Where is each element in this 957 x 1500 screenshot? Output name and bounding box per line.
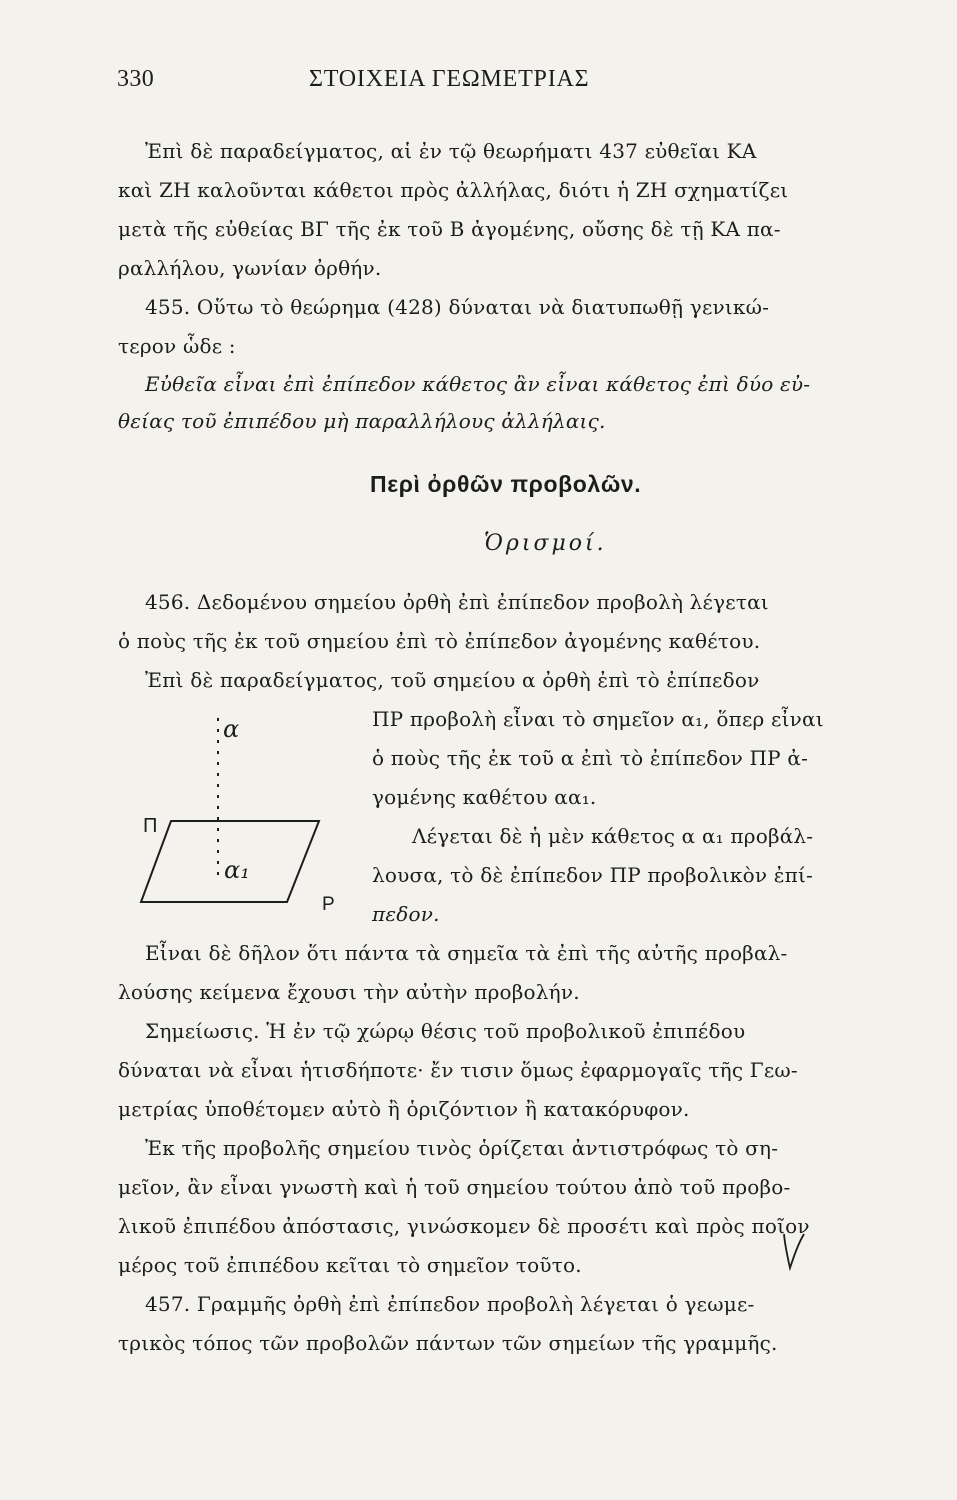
paragraph-line: 457. Γραμμῆς ὀρθὴ ἐπὶ ἐπίπεδον προβολὴ λέγεται ὁ γεωμε- — [145, 1292, 755, 1316]
projection-diagram — [138, 700, 358, 925]
paragraph-line: Ἐπὶ δὲ παραδείγματος, τοῦ σημείου α ὀρθὴ ἐπὶ τὸ ἐπίπεδον — [145, 668, 760, 692]
paragraph-line: Ἐκ τῆς προβολῆς σημείου τινὸς ὁρίζεται ἀντιστρόφως τὸ ση- — [145, 1136, 779, 1160]
page-header — [117, 66, 887, 106]
point-label-a: α — [223, 715, 240, 743]
paragraph-line: ὁ ποὺς τῆς ἐκ τοῦ α ἐπὶ τὸ ἐπίπεδον ΠΡ ἀ- — [372, 746, 809, 770]
paragraph-line: μετὰ τῆς εὐθείας ΒΓ τῆς ἐκ τοῦ Β ἀγομένης, οὔσης δὲ τῇ ΚΑ πα- — [118, 217, 781, 241]
theorem-line: Εὐθεῖα εἶναι ἐπὶ ἐπίπεδον κάθετος ἂν εἶναι κάθετος ἐπὶ δύο εὐ- — [145, 372, 811, 396]
paragraph-line: μέρος τοῦ ἐπιπέδου κεῖται τὸ σημεῖον τοῦτο. — [118, 1253, 582, 1277]
paragraph-line: μεῖον, ἂν εἶναι γνωστὴ καὶ ἡ τοῦ σημείου τούτου ἀπὸ τοῦ προβο- — [118, 1175, 791, 1199]
paragraph-line: λικοῦ ἐπιπέδου ἀπόστασις, γινώσκομεν δὲ προσέτι καὶ πρὸς ποῖον — [118, 1214, 810, 1238]
paragraph-line: τερον ὧδε : — [118, 334, 236, 358]
paragraph-line: Σημείωσις. Ἡ ἐν τῷ χώρῳ θέσις τοῦ προβολικοῦ ἐπιπέδου — [145, 1019, 746, 1043]
running-title: ΣΤΟΙΧΕΙΑ ΓΕΩΜΕΤΡΙΑΣ — [309, 66, 590, 92]
paragraph-line: ΠΡ προβολὴ εἶναι τὸ σημεῖον α₁, ὅπερ εἶναι — [372, 707, 824, 731]
margin-check-mark — [780, 1231, 806, 1271]
plane-label-pi: Π — [143, 815, 158, 837]
paragraph-line: ὁ ποὺς τῆς ἐκ τοῦ σημείου ἐπὶ τὸ ἐπίπεδον ἀγομένης καθέτου. — [118, 629, 761, 653]
paragraph-line: δύναται νὰ εἶναι ἡτισδήποτε· ἔν τισιν ὅμως ἐφαρμογαῖς τῆς Γεω- — [118, 1058, 798, 1082]
plane-label-p: Ρ — [322, 894, 335, 915]
paragraph-line: 456. Δεδομένου σημείου ὀρθὴ ἐπὶ ἐπίπεδον προβολὴ λέγεται — [145, 590, 769, 614]
paragraph-line: μετρίας ὑποθέτομεν αὐτὸ ἢ ὁριζόντιον ἢ κατακόρυφον. — [118, 1097, 690, 1121]
paragraph-line: λουσα, τὸ δὲ ἐπίπεδον ΠΡ προβολικὸν ἐπί- — [372, 863, 814, 887]
subsection-heading: Ὁρισμοί. — [484, 531, 607, 556]
paragraph-line: καὶ ΖΗ καλοῦνται κάθετοι πρὸς ἀλλήλας, διότι ἡ ΖΗ σχηματίζει — [118, 178, 789, 202]
theorem-line: θείας τοῦ ἐπιπέδου μὴ παραλλήλους ἀλλήλαις. — [118, 409, 606, 433]
paragraph-line: πεδον. — [372, 902, 440, 926]
paragraph-line: γομένης καθέτου αα₁. — [372, 785, 597, 809]
paragraph-line: τρικὸς τόπος τῶν προβολῶν πάντων τῶν σημείων τῆς γραμμῆς. — [118, 1331, 778, 1355]
paragraph-line: Εἶναι δὲ δῆλον ὅτι πάντα τὰ σημεῖα τὰ ἐπὶ τῆς αὐτῆς προβαλ- — [145, 941, 788, 965]
paragraph-line: 455. Οὕτω τὸ θεώρημα (428) δύναται νὰ διατυπωθῇ γενικώ- — [145, 295, 770, 319]
section-heading: Περὶ ὀρθῶν προβολῶν. — [370, 471, 642, 497]
paragraph-line: ραλλήλου, γωνίαν ὀρθήν. — [118, 256, 382, 280]
paragraph-line: Ἐπὶ δὲ παραδείγματος, αἱ ἐν τῷ θεωρήματι 437 εὐθεῖαι ΚΑ — [145, 139, 757, 163]
point-label-a1: α₁ — [224, 856, 250, 884]
paragraph-line: Λέγεται δὲ ἡ μὲν κάθετος α α₁ προβάλ- — [412, 824, 814, 848]
page-number: 330 — [117, 66, 155, 92]
paragraph-line: λούσης κείμενα ἔχουσι τὴν αὐτὴν προβολήν. — [118, 980, 580, 1004]
